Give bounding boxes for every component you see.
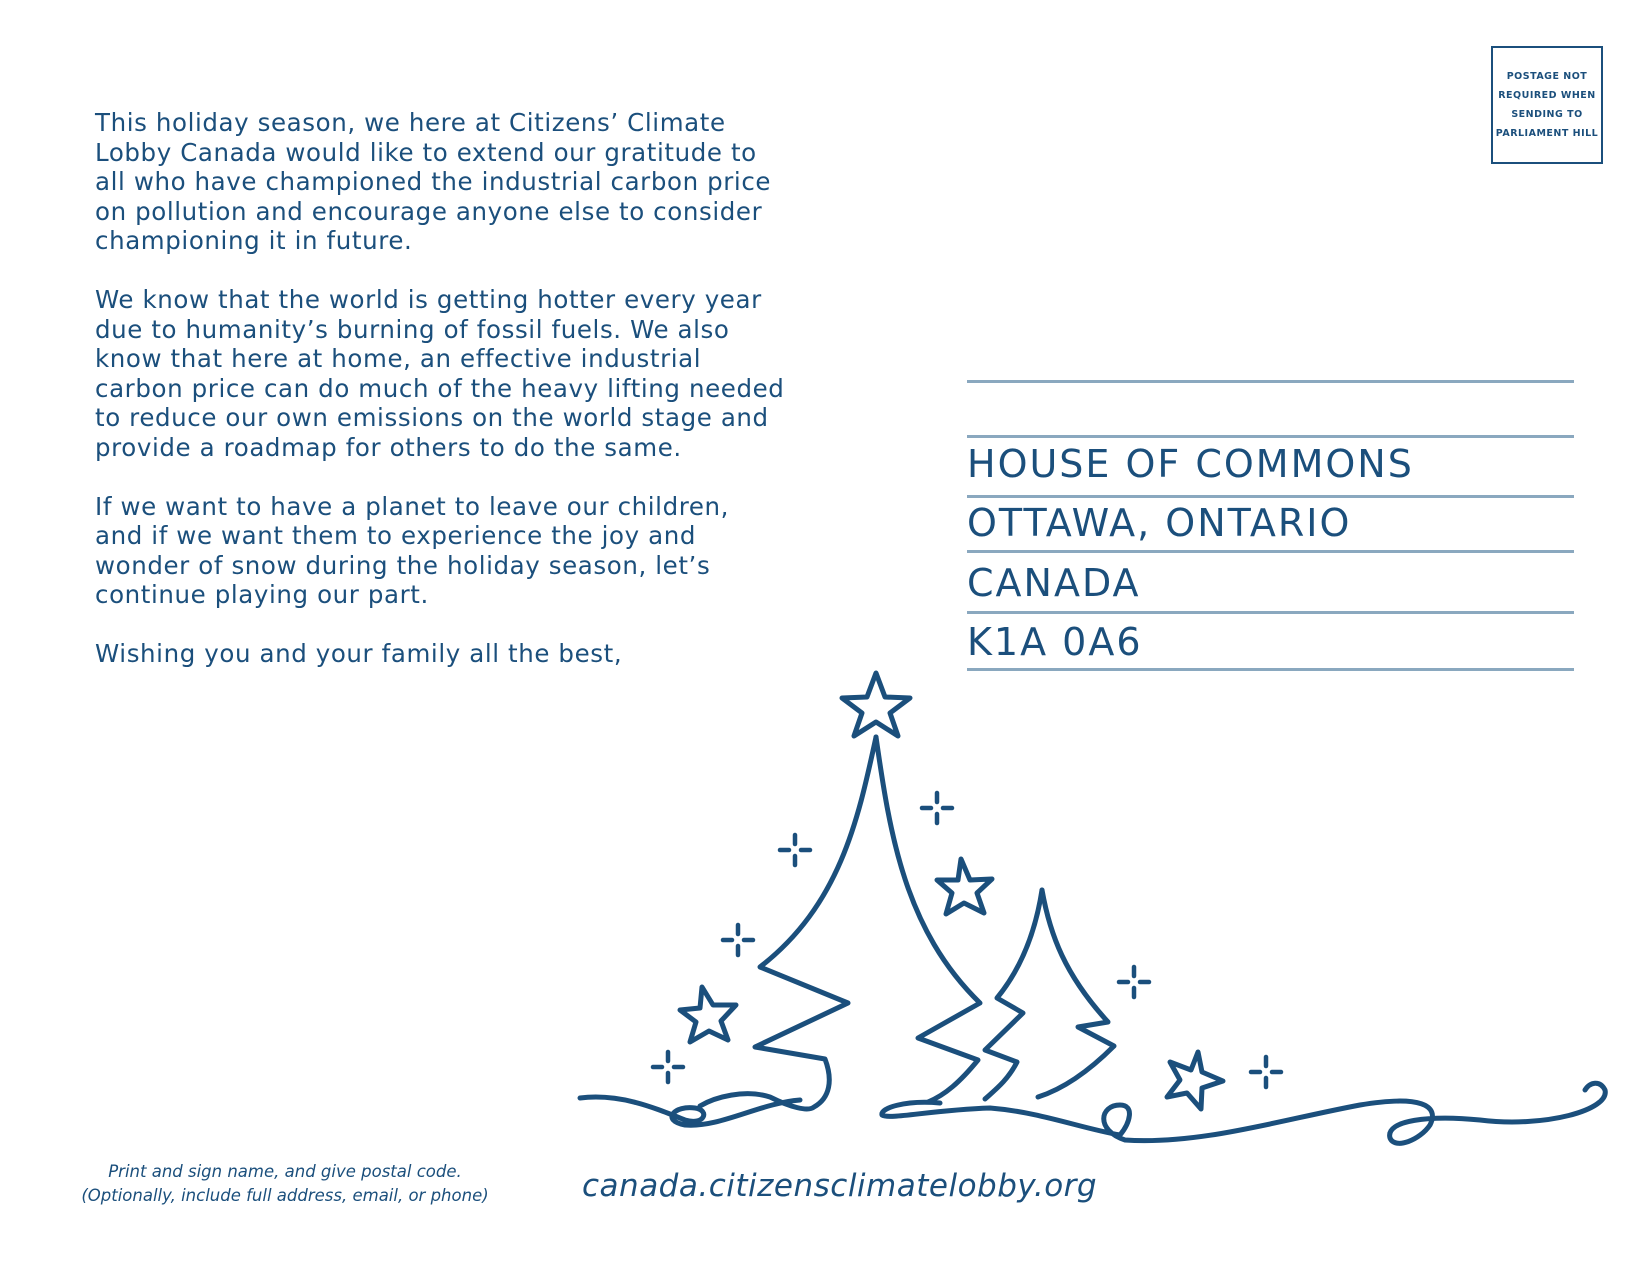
ground-swirl [580,1097,800,1125]
message-paragraph-1: This holiday season, we here at Citizens’ Climate Lobby Canada would like to extend our gratitude to all who have championed the industrial carbon price on pollution and encourage anyone else to consider championing it in future. [95,108,772,255]
star-icon-bottom-right [1167,1052,1223,1109]
address-line-country: CANADA [967,561,1141,605]
small-tree-right-side [1038,890,1114,1097]
message-paragraph-3: If we want to have a planet to leave our children, and if we want them to experience the joy and wonder of snow during the holiday season, let’s continue playing our part. [95,491,730,609]
star-icon-right [937,859,992,914]
star-icon-left [680,987,736,1042]
address-line-city: OTTAWA, ONTARIO [967,501,1352,545]
message-closing: Wishing you and your family all the best, [95,639,623,668]
address-line-postal-code: K1A 0A6 [967,620,1143,664]
message-paragraph-2: We know that the world is getting hotter every year due to humanity’s burning of fossil fuels. We also know that here at home, an effective industrial carbon price can do much of the heavy lifting needed to reduce our own emissions on the world stage and provide a roadmap for others to do the same. [95,285,785,462]
top-star-icon [842,673,910,736]
sparkle-icons [653,793,1281,1087]
address-line-house-of-commons: HOUSE OF COMMONS [967,442,1414,486]
large-tree-right-side [876,737,980,1102]
large-tree-outline [700,737,876,1109]
website-url: canada.citizensclimatelobby.org [582,1168,1098,1204]
sign-instructions: Print and sign name, and give postal code. (Optionally, include full address, email, or phone) [81,1162,489,1205]
postage-text: POSTAGE NOT REQUIRED WHEN SENDING TO PARLIAMENT HILL [1495,71,1599,139]
small-tree-outline [985,890,1042,1099]
